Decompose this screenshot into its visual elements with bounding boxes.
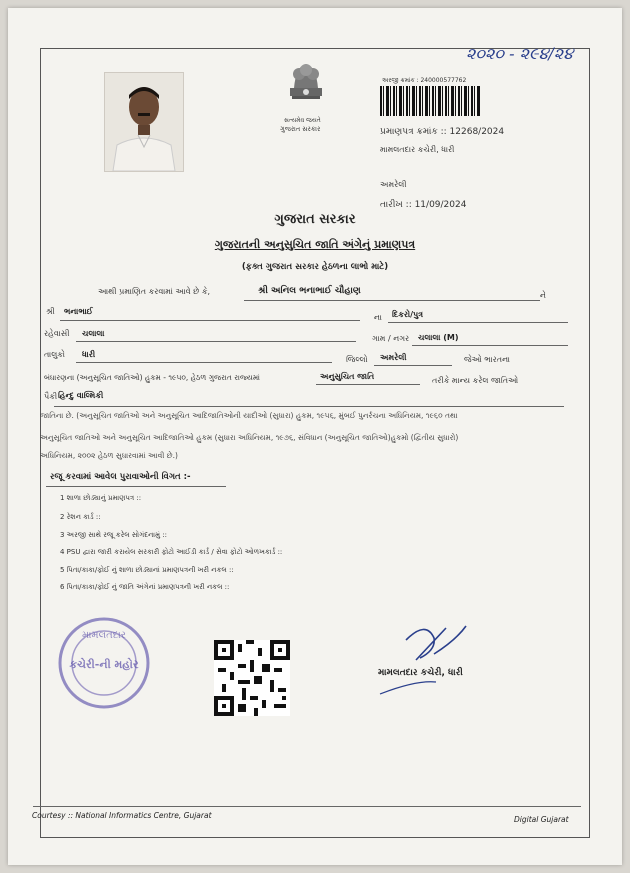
- father-name: ભનાભાઈ: [64, 307, 93, 316]
- residence-label: રહેવાસી: [44, 329, 70, 338]
- taluka-value: ધારી: [82, 350, 96, 359]
- office-seal-stamp: [56, 616, 152, 710]
- district-value: અમરેલી: [380, 353, 407, 362]
- recognized-text: તરીકે માન્ય કરેલ જાતિઓ: [432, 376, 519, 385]
- holder-name: શ્રી અનિલ ભનાભાઈ ચૌહાણ: [258, 286, 361, 296]
- barcode: [380, 86, 480, 116]
- proof-item: 4 PSU દ્વારા જારી કરાયેલ સરકારી ફોટો આઈડી કાર્ડ / સેવા ફોટો ઓળખકાર્ડ ::: [60, 548, 283, 556]
- district-label: જિલ્લો: [346, 355, 368, 364]
- caste-value: હિન્દુ વાલ્મિકી: [58, 391, 104, 400]
- taluka-label: તાલુકો: [44, 350, 65, 359]
- district-name: અમરેલી: [380, 180, 407, 189]
- signatory-title: મામલતદાર કચેરી, ધારી: [378, 668, 463, 678]
- proofs-heading: રજૂ કરવામાં આવેલ પુરાવાઓની વિગત :-: [50, 472, 191, 482]
- proof-item: 6 પિતા/કાકા/ફોઈ નું જાતિ અંગેનાં પ્રમાણપત્રની ખરી નકલ ::: [60, 583, 230, 591]
- seal-top-text: મામલતદાર: [82, 630, 126, 641]
- issuing-office: મામલતદાર કચેરી, ધારી: [380, 145, 455, 154]
- village-value: ચલાલા (M): [418, 333, 459, 342]
- caste-category: અનુસુચિત જાતિ: [320, 372, 375, 381]
- father-label: શ્રી: [46, 307, 55, 316]
- proof-item: 3 અરજી સાથે રજૂ કરેલ સોગંદનામું ::: [60, 531, 167, 539]
- proof-item: 5 પિતા/કાકા/ફોઈ નું શાળા છોડ્યાનાં પ્રમાણપત્રની ખરી નકલ ::: [60, 566, 234, 574]
- qr-code: [214, 640, 290, 716]
- legal-paragraph-1: જાતિના છે. (અનુસૂચિત જાતિઓ અને અનુસૂચિત આદિજાતિઓની યાદીઓ (સુધારા) હુકમ, ૧૯૫૬, મુંબઈ પુનર્રચના અધિનિયમ, ૧૯૬૦ તથા: [40, 411, 458, 420]
- footer-credit: Courtesy :: National Informatics Centre, Gujarat: [32, 811, 212, 820]
- residence-value: ચલાલા: [82, 329, 105, 338]
- relation-value: દિકરો/પુત્ર: [392, 310, 424, 319]
- government-title: ગુજરાત સરકાર: [274, 212, 356, 227]
- legal-paragraph-2: અનુસૂચિત જાતિઓ અને અનુસૂચિત આદિજાતિઓ હુકમ (સુધારા અધિનિયમ, ૧૯૭૬, સંવિધાન (અનુસૂચિત જાતિઓ)હુકમો (દ્વિતીય સુધારો): [40, 433, 459, 442]
- ne-text: ને: [540, 291, 546, 300]
- proof-item: 2 રેશન કાર્ડ ::: [60, 513, 101, 521]
- certificate-subtitle: (ફક્ત ગુજરાત સરકાર હેઠળના લાભો માટે): [241, 262, 389, 272]
- certify-prefix: આથી પ્રમાણિત કરવામાં આવે છે કે,: [98, 287, 211, 296]
- application-number: અરજી ક્રમાંક : 240000577762: [382, 77, 467, 84]
- india-text: જેઓ ભારતના: [464, 355, 511, 364]
- footer-brand: Digital Gujarat: [514, 815, 569, 824]
- legal-paragraph-3: અધિનિયમ, ૨૦૦૨ હેઠળ સુધારવામાં આવી છે.): [40, 451, 178, 460]
- certificate-title: ગુજરાતની અનુસુચિત જાતિ અંગેનું પ્રમાણપત્ર: [214, 238, 416, 251]
- proof-item: 1 શાળા છોડ્યાનું પ્રમાણપત્ર ::: [60, 494, 142, 502]
- issue-date: તારીખ :: 11/09/2024: [380, 200, 467, 210]
- emblem-caption-2: ગુજરાત સરકાર: [280, 125, 321, 133]
- constitution-text: બંધારણના (અનુસૂચિત જાતિઓ) હુકમ - ૧૯૫૦, હેઠળ ગુજરાત રાજ્યમાં: [44, 373, 260, 382]
- relation-label: ના: [374, 313, 382, 322]
- applicant-photo: [104, 72, 184, 172]
- national-emblem-icon: [280, 58, 332, 116]
- caste-label: પૈકી: [44, 392, 58, 401]
- seal-center-text: કચેરી-ની મહોર: [69, 658, 139, 671]
- certificate-number: પ્રમાણપત્ર ક્રમાંક :: 12268/2024: [380, 127, 505, 137]
- emblem-caption-1: સત્યમેવ જયતે: [284, 117, 321, 124]
- handwritten-number: ૨૦૨૦ - ૨૯૪/૨૪: [466, 44, 574, 63]
- village-label: ગામ / નગર: [372, 334, 410, 343]
- officer-signature: [376, 610, 496, 700]
